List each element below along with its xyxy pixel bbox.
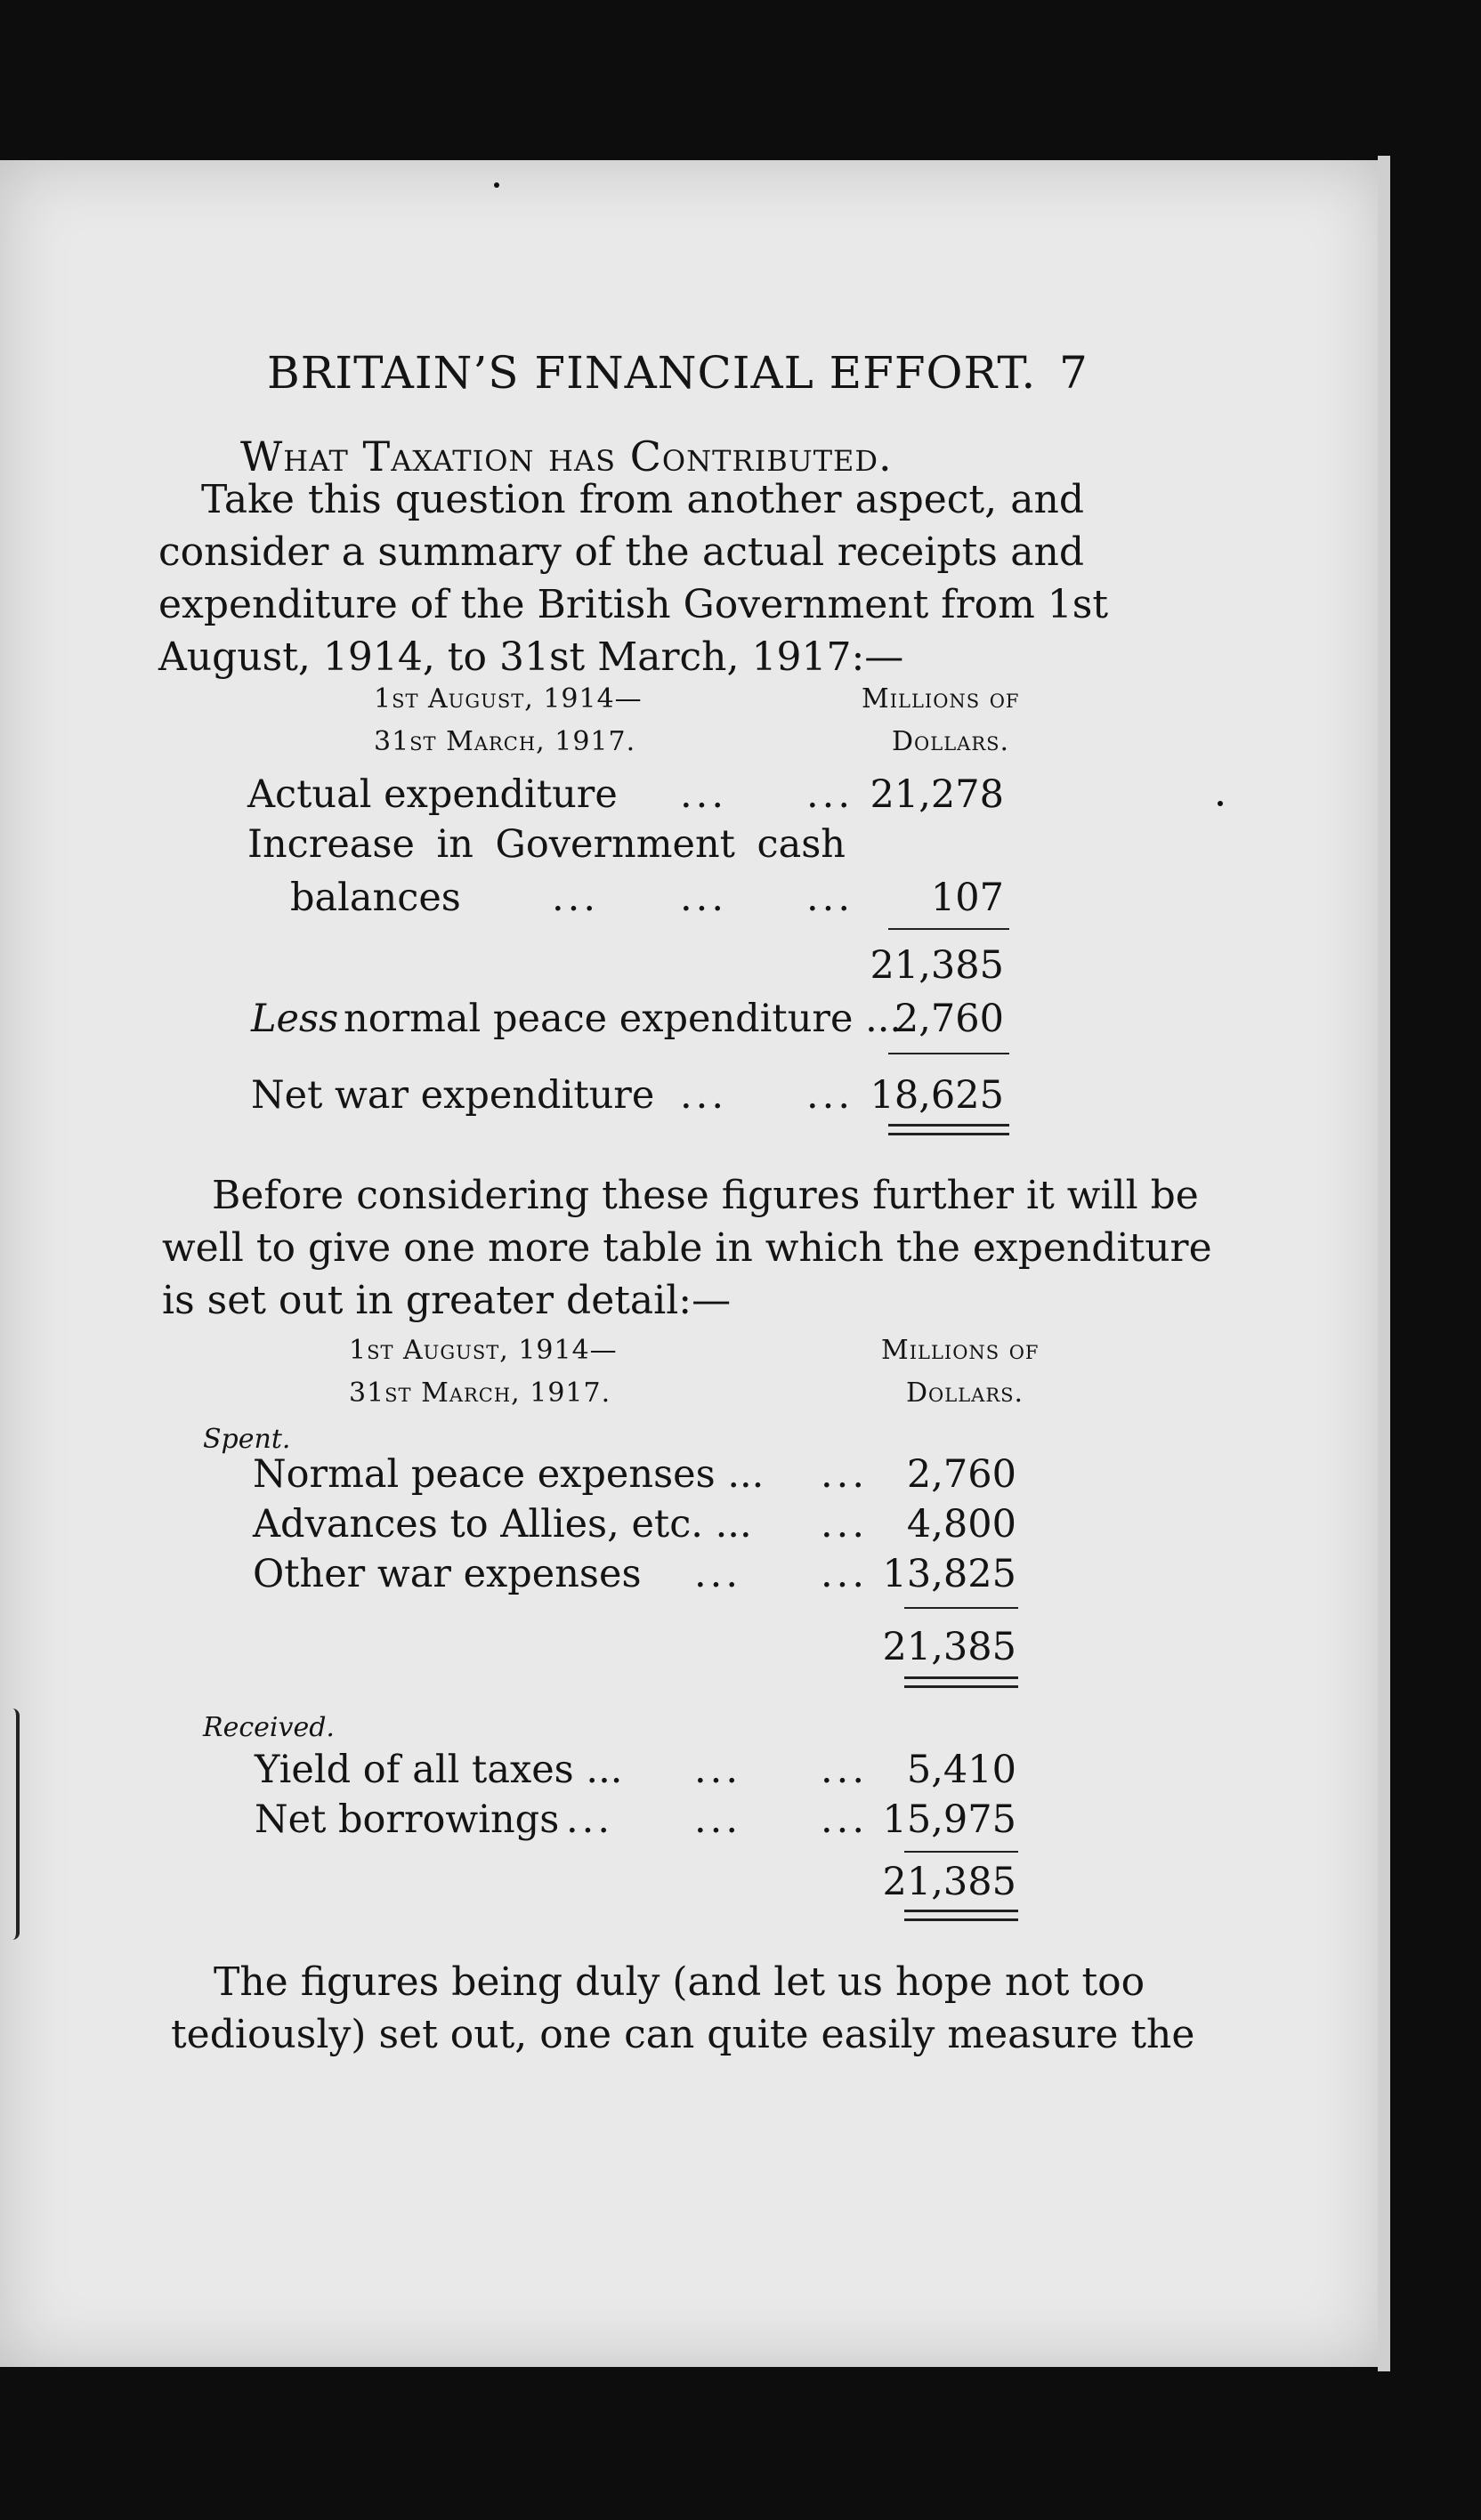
unit-heading-line1: Millions of [862, 683, 1020, 715]
row-label: Net war expenditure [251, 1073, 655, 1118]
row-label: Other war expenses [253, 1552, 642, 1596]
leader-dots: ... [694, 1797, 742, 1842]
paragraph-line: August, 1914, to 31st March, 1917:— [158, 634, 904, 680]
spent-heading: Spent. [203, 1424, 291, 1455]
row-value: 13,825 [882, 1552, 1016, 1596]
leader-dots: ... [821, 1502, 869, 1547]
period-heading-line1: 1st August, 1914— [349, 1335, 618, 1366]
subtotal-value: 21,385 [870, 943, 1004, 988]
double-rule [904, 1910, 1018, 1912]
leader-dots: ... [680, 1073, 728, 1118]
closing-paragraph [171, 1956, 1195, 2061]
leader-dots: ... [806, 772, 854, 817]
row-label: Actual expenditure [247, 772, 618, 817]
double-rule [888, 1133, 1009, 1135]
binding-clip [0, 1708, 20, 1940]
row-label: normal peace expenditure ... [344, 997, 902, 1041]
paragraph-line: well to give one more table in which the expenditure [162, 1225, 1212, 1271]
row-value: 15,975 [882, 1797, 1016, 1842]
received-total-value: 21,385 [882, 1860, 1016, 1904]
leader-dots: ... [694, 1552, 742, 1596]
row-label-continued: balances [290, 876, 461, 920]
paper-speck [1218, 801, 1223, 806]
paragraph-line: tediously) set out, one can quite easily measure the [171, 2012, 1195, 2057]
row-value: 21,278 [870, 772, 1004, 817]
double-rule [904, 1918, 1018, 1921]
less-label-italic: Less [251, 997, 339, 1041]
leader-dots: ... [821, 1552, 869, 1596]
row-label: Normal peace expenses ... [253, 1452, 765, 1497]
row-value: 107 [930, 876, 1004, 920]
unit-heading-line2: Dollars. [906, 1377, 1024, 1409]
sum-rule [904, 1607, 1018, 1609]
unit-heading-line1: Millions of [881, 1335, 1040, 1366]
page-edge [1378, 156, 1390, 2371]
paragraph-line: consider a summary of the actual receipts and [158, 529, 1084, 575]
paragraph-line: is set out in greater detail:— [162, 1278, 732, 1323]
sum-rule [888, 928, 1009, 930]
leader-dots: ... [552, 876, 600, 920]
row-value: 2,760 [894, 997, 1004, 1041]
double-rule [904, 1676, 1018, 1679]
row-value: 2,760 [906, 1452, 1016, 1497]
period-heading-line2: 31st March, 1917. [349, 1377, 611, 1409]
leader-dots: ... [566, 1797, 614, 1842]
leader-dots: ... [821, 1797, 869, 1842]
section-title: What Taxation has Contributed. [240, 432, 893, 481]
leader-dots: ... [694, 1748, 742, 1792]
page-number: 7 [1059, 347, 1088, 399]
row-label: Increase in Government cash [247, 822, 846, 867]
row-label: Yield of all taxes ... [255, 1748, 623, 1792]
period-heading-line2: 31st March, 1917. [374, 726, 636, 757]
spent-total-value: 21,385 [882, 1625, 1016, 1669]
net-total-value: 18,625 [870, 1073, 1004, 1118]
leader-dots: ... [821, 1748, 869, 1792]
difference-rule [888, 1053, 1009, 1054]
intro-paragraph [158, 473, 1109, 683]
double-rule [904, 1685, 1018, 1688]
leader-dots: ... [806, 876, 854, 920]
paragraph-line: Before considering these figures further it will be [212, 1173, 1199, 1218]
running-title: BRITAIN’S FINANCIAL EFFORT. [267, 347, 1037, 399]
paper-speck [494, 182, 499, 188]
sum-rule [904, 1851, 1018, 1853]
row-value: 5,410 [906, 1748, 1016, 1792]
leader-dots: ... [680, 876, 728, 920]
period-heading-line1: 1st August, 1914— [374, 683, 643, 715]
leader-dots: ... [821, 1452, 869, 1497]
leader-dots: ... [680, 772, 728, 817]
double-rule [888, 1124, 1009, 1127]
received-heading: Received. [203, 1712, 335, 1743]
row-value: 4,800 [906, 1502, 1016, 1547]
unit-heading-line2: Dollars. [892, 726, 1010, 757]
middle-paragraph [162, 1169, 1212, 1327]
paragraph-line: The figures being duly (and let us hope not too [214, 1959, 1145, 2005]
row-label: Net borrowings [255, 1797, 560, 1842]
paragraph-line: Take this question from another aspect, and [201, 477, 1084, 522]
leader-dots: ... [806, 1073, 854, 1118]
paragraph-line: expenditure of the British Government from 1st [158, 582, 1109, 627]
row-label: Advances to Allies, etc. ... [253, 1502, 752, 1547]
